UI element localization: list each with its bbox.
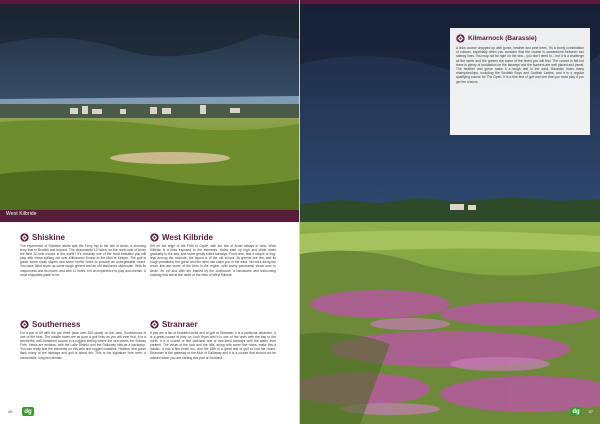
course-title: Southerness [32, 320, 81, 329]
page-number: 47 [588, 409, 593, 414]
course-stranraer [150, 320, 276, 360]
feature-description: A links course wrapped up with gorse, heather and pine trees. It's a lovely combination of colours, especially when you consider that the course is sandwiched between two railway lines. You may not be right on the sea – you don't need to – but it is a challenge all the same and the greens are some of the finest you will find. The course is flat but there is plenty of undulation on the fairways and the bunkers are well placed and penal. The heather and gorse make it a tough test in the wind. Barassie hosts many championships, including the Scottish Boys and Scottish Ladies, and it is a regular qualifying course for The Open. It is a fine test of golf and one that you must play if you get the chance. [456, 46, 584, 84]
dg-logo: dg [22, 407, 34, 416]
feature-course-box [450, 28, 590, 135]
course-west-kilbride [150, 233, 276, 277]
course-description: Set on the edge of the Firth of Clyde, with the Isle of Arran always in view, West Kilbride is a links exposed to the elements. Holes start up high and climb down gradually to the sea, and some gently rolled fairways. Front nine, and a couple of dog-legs among the mounds, the layout is of the old school. Its greens are firm and its rough penalises; the gorse and the whin can catch you in the wind. Its holes along the shore line are some of the best in the region, with lovely panoramic views over to Arran. Its 1st and 18th are framed by the clubhouse, a handsome and welcoming building that sits at the heart of the links of West Kilbride. [150, 244, 276, 277]
course-shiskine [20, 233, 146, 277]
course-description: For a par of 69 with the par three (less over 200 yards) on the card, Southerness is one of the best. The middle holes are as pure a golf links as you will ever find. It is a wonderful, well-bunkered course in a rugged setting where the sea meets the Solway Firth. Views are endless, with the Lake District and the Galloway hills as a backdrop. You can really feel the elements on this wild and rugged coastline. Heather and gorse flank many of the fairways and golf is about fun. This is the signature hole here, a memorable, long two-shotter. [20, 331, 146, 360]
course-southerness [20, 320, 146, 360]
crest-icon [150, 233, 159, 242]
feature-title: Kilmarnock (Barassie) [468, 35, 537, 42]
course-description: If you are a fan of beautiful lochs and of golf at Stranraer, it is a particular attraction. It is a great course to play on Loch Ryan and it is one of the ones with the bay to the north. It is a course of fine parkland and of tree-lined fairways with the water ever present. The views of the loch and the hills, along with some fine holes, make this a classic. It has a fine finish too, and the 18th is a great test of golf to end the round. Stranraer is the gateway to the Mull of Galloway and it is a course that should not be missed when you are visiting this part of Scotland. [150, 331, 276, 360]
crest-icon [150, 320, 159, 329]
crest-icon [20, 320, 29, 329]
dg-logo: dg [570, 407, 582, 416]
course-title: Shiskine [32, 233, 65, 242]
course-description: The experience of Shiskine starts with the Ferry trip to the Isle of Arran, a stunning ferry that to Brodick and beyond. The characterful 12 holes, on the north-side of Arran the best 12-hole course in the world? It's certainly one of the most beautiful you will play with views spilling out over Kilbrannan Sound to the Mull of Kintyre. The golf is great: some small slopes and some terrific holes to provide an unforgettable round. You have blind shots up some tough greens and an old-fashioned clubhouse. With its uniqueness and its charm, and with 12 holes, it is an experience to play and cherish. A most enjoyable place to be. [20, 244, 146, 277]
course-title: Stranraer [162, 320, 198, 329]
right-page [300, 0, 600, 424]
course-title: West Kilbride [162, 233, 213, 242]
crest-icon [20, 233, 29, 242]
page-number: 46 [8, 409, 13, 414]
photo-caption: West Kilbride [6, 211, 37, 217]
crest-icon [456, 34, 465, 43]
west-kilbride-photo [0, 4, 300, 210]
photo-caption-band [0, 210, 300, 222]
